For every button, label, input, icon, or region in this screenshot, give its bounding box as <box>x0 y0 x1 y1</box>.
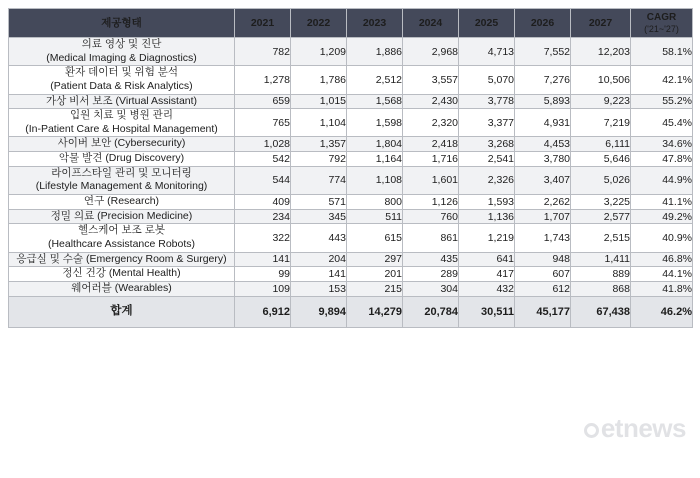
cell-2025: 4,713 <box>459 38 515 66</box>
header-year-2027: 2027 <box>571 9 631 38</box>
cell-2024: 2,320 <box>403 109 459 137</box>
cell-2025: 3,268 <box>459 137 515 152</box>
cell-2021: 782 <box>235 38 291 66</box>
row-label <box>9 252 235 267</box>
cell-2022: 774 <box>291 166 347 194</box>
table-row <box>9 137 693 152</box>
cell-2022: 1,104 <box>291 109 347 137</box>
total-2027: 67,438 <box>571 296 631 327</box>
row-label-ko: 연구 (Research) <box>83 195 160 208</box>
cell-2026: 5,893 <box>515 94 571 109</box>
header-cagr-main: CAGR <box>646 12 677 24</box>
cell-2021: 109 <box>235 281 291 296</box>
cell-2023: 1,598 <box>347 109 403 137</box>
row-label-en: (Patient Data & Risk Analytics) <box>50 79 193 92</box>
cell-cagr: 49.2% <box>631 209 693 224</box>
cell-2027: 7,219 <box>571 109 631 137</box>
cell-2025: 417 <box>459 267 515 282</box>
total-2022: 9,894 <box>291 296 347 327</box>
cell-2024: 435 <box>403 252 459 267</box>
table-body <box>9 38 693 328</box>
table-row <box>9 209 693 224</box>
cell-2024: 1,601 <box>403 166 459 194</box>
cell-2026: 7,276 <box>515 66 571 94</box>
total-cagr: 46.2% <box>631 296 693 327</box>
cell-2022: 792 <box>291 152 347 167</box>
total-2025: 30,511 <box>459 296 515 327</box>
cell-2024: 304 <box>403 281 459 296</box>
cell-cagr: 42.1% <box>631 66 693 94</box>
cell-cagr: 41.8% <box>631 281 693 296</box>
cell-2026: 1,743 <box>515 224 571 252</box>
cell-2026: 4,931 <box>515 109 571 137</box>
watermark-text: etnews <box>600 413 686 443</box>
cell-2027: 12,203 <box>571 38 631 66</box>
row-label <box>9 281 235 296</box>
cell-2027: 1,411 <box>571 252 631 267</box>
row-label-en: (Lifestyle Management & Monitoring) <box>35 180 208 193</box>
cell-2021: 544 <box>235 166 291 194</box>
row-label-ko: 환자 데이터 및 위험 분석 <box>64 66 179 79</box>
row-label <box>9 94 235 109</box>
table-row <box>9 94 693 109</box>
total-2026: 45,177 <box>515 296 571 327</box>
cell-2027: 9,223 <box>571 94 631 109</box>
cell-2021: 765 <box>235 109 291 137</box>
cell-cagr: 44.1% <box>631 267 693 282</box>
table-row <box>9 252 693 267</box>
cell-2024: 2,418 <box>403 137 459 152</box>
cell-2024: 2,430 <box>403 94 459 109</box>
cell-2022: 1,015 <box>291 94 347 109</box>
cell-cagr: 34.6% <box>631 137 693 152</box>
row-label-ko: 응급실 및 수술 (Emergency Room & Surgery) <box>16 252 227 265</box>
cell-2023: 1,568 <box>347 94 403 109</box>
cell-2026: 607 <box>515 267 571 282</box>
header-year-2023: 2023 <box>347 9 403 38</box>
table-row <box>9 281 693 296</box>
row-label-ko: 입원 치료 및 병원 관리 <box>70 109 173 122</box>
header-cagr <box>631 9 693 38</box>
table-row <box>9 166 693 194</box>
cell-2026: 3,780 <box>515 152 571 167</box>
cell-2025: 3,377 <box>459 109 515 137</box>
cell-2022: 153 <box>291 281 347 296</box>
row-label <box>9 224 235 252</box>
cell-2027: 3,225 <box>571 195 631 210</box>
row-label <box>9 137 235 152</box>
row-label <box>9 195 235 210</box>
cell-cagr: 45.4% <box>631 109 693 137</box>
cell-2022: 141 <box>291 267 347 282</box>
header-year-2024: 2024 <box>403 9 459 38</box>
row-label <box>9 109 235 137</box>
cell-2023: 215 <box>347 281 403 296</box>
cell-2026: 3,407 <box>515 166 571 194</box>
total-label: 합계 <box>9 296 235 327</box>
cell-2023: 615 <box>347 224 403 252</box>
cell-2023: 1,108 <box>347 166 403 194</box>
cell-2023: 800 <box>347 195 403 210</box>
cell-cagr: 41.1% <box>631 195 693 210</box>
cell-2023: 2,512 <box>347 66 403 94</box>
cell-2026: 612 <box>515 281 571 296</box>
cell-2025: 641 <box>459 252 515 267</box>
table-row <box>9 224 693 252</box>
cell-2022: 571 <box>291 195 347 210</box>
cell-2024: 760 <box>403 209 459 224</box>
row-label-ko: 정밀 의료 (Precision Medicine) <box>50 209 193 222</box>
cell-2025: 5,070 <box>459 66 515 94</box>
cell-2026: 7,552 <box>515 38 571 66</box>
table-row <box>9 267 693 282</box>
row-label-en: (Healthcare Assistance Robots) <box>47 237 196 250</box>
table-row <box>9 66 693 94</box>
cell-2025: 2,326 <box>459 166 515 194</box>
cell-2022: 345 <box>291 209 347 224</box>
total-2021: 6,912 <box>235 296 291 327</box>
cell-2027: 5,026 <box>571 166 631 194</box>
row-label-ko: 악물 발견 (Drug Discovery) <box>58 152 185 165</box>
row-label-ko: 정신 건강 (Mental Health) <box>62 267 181 280</box>
cell-2024: 1,716 <box>403 152 459 167</box>
table-total-row <box>9 296 693 327</box>
cell-2027: 5,646 <box>571 152 631 167</box>
row-label <box>9 66 235 94</box>
table-header-row <box>9 9 693 38</box>
cell-2022: 1,357 <box>291 137 347 152</box>
cell-2027: 2,577 <box>571 209 631 224</box>
total-2023: 14,279 <box>347 296 403 327</box>
row-label-ko: 가상 비서 보조 (Virtual Assistant) <box>45 94 198 107</box>
cell-2027: 10,506 <box>571 66 631 94</box>
row-label <box>9 152 235 167</box>
cell-2025: 432 <box>459 281 515 296</box>
cell-cagr: 40.9% <box>631 224 693 252</box>
header-year-2022: 2022 <box>291 9 347 38</box>
cell-2025: 1,593 <box>459 195 515 210</box>
cell-cagr: 46.8% <box>631 252 693 267</box>
cell-2021: 1,278 <box>235 66 291 94</box>
cell-2022: 1,209 <box>291 38 347 66</box>
cell-2025: 2,541 <box>459 152 515 167</box>
cell-2023: 297 <box>347 252 403 267</box>
row-label-ko: 헬스케어 보조 로봇 <box>78 224 165 237</box>
table-row <box>9 152 693 167</box>
cell-cagr: 47.8% <box>631 152 693 167</box>
cell-2023: 511 <box>347 209 403 224</box>
cell-2025: 1,219 <box>459 224 515 252</box>
cell-cagr: 44.9% <box>631 166 693 194</box>
cell-2021: 542 <box>235 152 291 167</box>
cell-2022: 1,786 <box>291 66 347 94</box>
cell-2023: 1,164 <box>347 152 403 167</box>
cell-2021: 322 <box>235 224 291 252</box>
row-label-ko: 의료 영상 및 진단 <box>81 38 162 50</box>
cell-2026: 948 <box>515 252 571 267</box>
cell-2027: 6,111 <box>571 137 631 152</box>
cell-2021: 409 <box>235 195 291 210</box>
total-2024: 20,784 <box>403 296 459 327</box>
row-label <box>9 166 235 194</box>
row-label-en: (In-Patient Care & Hospital Management) <box>25 122 218 135</box>
cell-2023: 1,886 <box>347 38 403 66</box>
header-category: 제공형태 <box>9 9 235 38</box>
cell-2021: 234 <box>235 209 291 224</box>
cell-2024: 1,126 <box>403 195 459 210</box>
cell-2023: 201 <box>347 267 403 282</box>
cell-2025: 1,136 <box>459 209 515 224</box>
row-label <box>9 209 235 224</box>
cell-2022: 204 <box>291 252 347 267</box>
header-year-2021: 2021 <box>235 9 291 38</box>
cell-cagr: 58.1% <box>631 38 693 66</box>
header-year-2026: 2026 <box>515 9 571 38</box>
cell-cagr: 55.2% <box>631 94 693 109</box>
cell-2026: 4,453 <box>515 137 571 152</box>
market-forecast-table <box>8 8 693 328</box>
row-label-ko: 라이프스타일 관리 및 모니터링 <box>51 166 192 179</box>
cell-2027: 889 <box>571 267 631 282</box>
cell-2021: 99 <box>235 267 291 282</box>
row-label-en: (Medical Imaging & Diagnostics) <box>46 51 197 64</box>
cell-2021: 659 <box>235 94 291 109</box>
cell-2022: 443 <box>291 224 347 252</box>
table-row <box>9 195 693 210</box>
row-label <box>9 267 235 282</box>
cell-2021: 141 <box>235 252 291 267</box>
row-label-ko: 사이버 보안 (Cybersecurity) <box>57 137 186 150</box>
cell-2024: 2,968 <box>403 38 459 66</box>
row-label-ko: 웨어러블 (Wearables) <box>71 281 172 294</box>
cell-2027: 868 <box>571 281 631 296</box>
table-row <box>9 38 693 66</box>
cell-2026: 1,707 <box>515 209 571 224</box>
row-label <box>9 38 235 66</box>
watermark <box>584 413 686 444</box>
cell-2027: 2,515 <box>571 224 631 252</box>
table-row <box>9 109 693 137</box>
watermark-dot-icon <box>584 423 599 438</box>
cell-2026: 2,262 <box>515 195 571 210</box>
cell-2024: 289 <box>403 267 459 282</box>
cell-2021: 1,028 <box>235 137 291 152</box>
table-header <box>9 9 693 38</box>
cell-2024: 861 <box>403 224 459 252</box>
cell-2025: 3,778 <box>459 94 515 109</box>
header-cagr-range: ('21~'27) <box>644 23 679 34</box>
cell-2024: 3,557 <box>403 66 459 94</box>
header-year-2025: 2025 <box>459 9 515 38</box>
cell-2023: 1,804 <box>347 137 403 152</box>
